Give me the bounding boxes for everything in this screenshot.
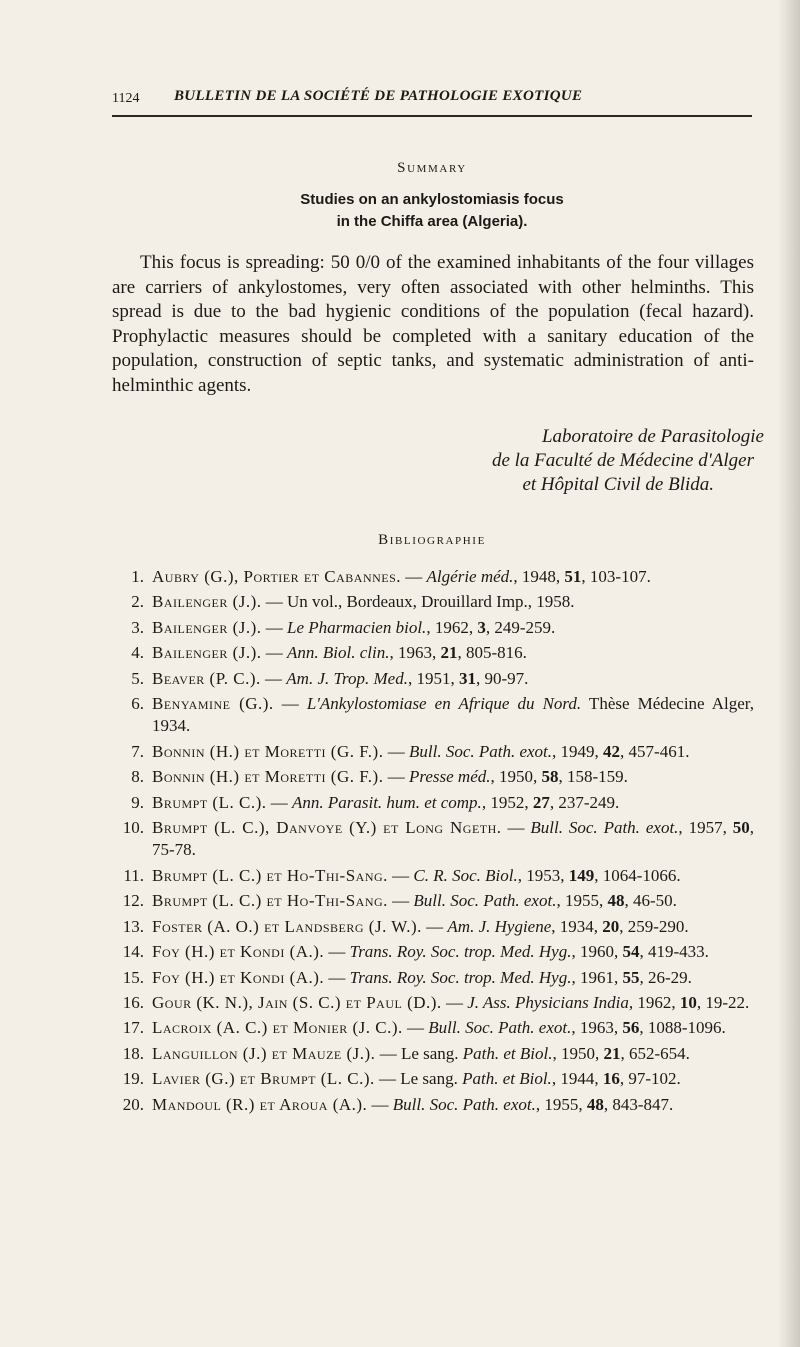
reference-authors: Brumpt (L. C.). [152,792,267,812]
reference-volume: 50 [732,818,750,838]
reference-item [112,566,754,588]
reference-details: , 1951, [407,668,459,688]
reference-details: , 1962, [628,992,680,1012]
reference-source: Path. et Biol. [462,1069,552,1089]
reference-authors: Brumpt (L. C.) et Ho-Thi-Sang. [152,865,388,885]
reference-authors: Lavier (G.) et Brumpt (L. C.). [152,1069,375,1089]
reference-authors: Languillon (J.) et Mauze (J.). [152,1043,376,1063]
reference-volume: 20 [602,916,620,936]
reference-item [112,1094,754,1116]
reference-volume: 56 [622,1018,640,1038]
reference-authors: Benyamine (G.). [152,694,274,714]
reference-authors: Brumpt (L. C.) et Ho-Thi-Sang. [152,891,388,911]
reference-text: Foy (H.) et Kondi (A.). — Trans. Roy. Soc. trop. Med. Hyg., 1961, 55, 26-29. [152,967,692,987]
reference-item [112,617,754,639]
reference-details: , 1962, [426,617,478,637]
reference-pages: , 259-290. [619,916,689,936]
reference-details: , 1961, [571,967,623,987]
reference-item [112,693,754,738]
reference-item [112,916,754,938]
reference-text: Benyamine (G.). — L'Ankylostomiase en Afrique du Nord. Thèse Médecine Alger, 1934. [152,694,755,736]
affiliation-line2: de la Faculté de Médecine d'Alger [491,450,754,471]
reference-pages: , 19-22. [696,992,750,1012]
reference-source: Le Pharmacien biol. [287,617,427,637]
reference-text: Beaver (P. C.). — Am. J. Trop. Med., 1951, 31, 90-97. [152,668,529,688]
reference-number: 2. [131,592,144,612]
reference-volume: 21 [603,1043,621,1063]
reference-number: 18. [122,1043,144,1063]
reference-details: , 1948, [513,567,565,586]
reference-details: , 1963, [571,1018,623,1038]
reference-authors: Mandoul (R.) et Aroua (A.). [152,1094,368,1114]
reference-authors: Bonnin (H.) et Moretti (G. F.). [152,767,384,787]
reference-details: , 1960, [571,942,623,962]
reference-item [112,591,754,613]
reference-text: Lacroix (A. C.) et Monier (J. C.). — Bull. Soc. Path. exot., 1963, 56, 1088-1096. [152,1018,726,1038]
reference-volume: 16 [602,1069,620,1089]
reference-number: 1. [131,567,144,586]
reference-details: , 1934, [551,916,603,936]
reference-pages: , 46-50. [624,891,677,911]
reference-item [112,766,754,788]
reference-item [112,792,754,814]
reference-list [112,566,754,1119]
reference-plain: Un vol., Bordeaux, Drouillard Imp., 1958. [287,592,575,612]
reference-volume: 149 [568,865,595,885]
reference-volume: 51 [564,567,582,586]
summary-subtitle-line1: Studies on an ankylostomiasis focus [300,191,564,208]
reference-authors: Aubry (G.), Portier et Cabannes. [152,567,402,586]
reference-authors: Gour (K. N.), Jain (S. C.) et Paul (D.). [152,992,442,1012]
reference-source: Bull. Soc. Path. exot. [413,891,557,911]
reference-item [112,890,754,912]
reference-source: Ann. Parasit. hum. et comp. [291,792,482,812]
reference-text: Mandoul (R.) et Aroua (A.). — Bull. Soc. Path. exot., 1955, 48, 843-847. [152,1094,674,1114]
reference-volume: 54 [622,942,640,962]
reference-authors: Bonnin (H.) et Moretti (G. F.). [152,741,384,761]
reference-text: Languillon (J.) et Mauze (J.). — Le sang. Path. et Biol., 1950, 21, 652-654. [152,1043,690,1063]
summary-subtitle-line2: in the Chiffa area (Algeria). [336,213,528,230]
reference-text: Bailenger (J.). — Le Pharmacien biol., 1962, 3, 249-259. [152,617,556,637]
reference-pages: , 90-97. [475,668,529,688]
reference-number: 4. [131,643,144,663]
reference-source: C. R. Soc. Biol. [413,865,518,885]
reference-pages: , 805-816. [457,643,527,663]
reference-details: , 1963, [389,643,441,663]
reference-authors: Beaver (P. C.). [152,668,261,688]
reference-volume: 48 [607,891,625,911]
reference-details: , 1955, [535,1094,587,1114]
summary-heading: Summary [397,160,467,176]
reference-item [112,741,754,763]
reference-source: Bull. Soc. Path. exot. [408,741,553,761]
affiliation-line1: Laboratoire de Parasitologie [541,426,764,447]
reference-number: 6. [131,694,144,714]
reference-pages: , 249-259. [485,617,556,637]
affiliation-line3: et Hôpital Civil de Blida. [522,474,714,495]
reference-text: Brumpt (L. C.), Danvoye (Y.) et Long Ngeth. — Bull. Soc. Path. exot., 1957, 50, 75-78. [152,818,754,860]
reference-pages: , 419-433. [639,942,709,962]
reference-details: , 1950, [552,1043,604,1063]
reference-source: Path. et Biol. [462,1043,553,1063]
reference-source: Trans. Roy. Soc. trop. Med. Hyg. [349,967,572,987]
reference-pages: , 237-249. [549,792,620,812]
reference-prefix: Le sang. [400,1043,463,1063]
reference-authors: Foy (H.) et Kondi (A.). [152,942,325,962]
reference-source: Ann. Biol. clin. [287,643,390,663]
reference-pages: , 26-29. [639,967,692,987]
reference-item [112,1017,754,1039]
reference-pages: , 75-78. [152,818,754,860]
reference-volume: 42 [603,741,621,761]
reference-prefix: Le sang. [400,1069,463,1089]
reference-source: Am. J. Hygiene [447,916,552,936]
reference-details: , 1950, [490,767,542,787]
reference-source: Am. J. Trop. Med. [286,668,408,688]
reference-details: , 1953, [517,865,569,885]
reference-item [112,642,754,664]
reference-text: Brumpt (L. C.). — Ann. Parasit. hum. et comp., 1952, 27, 237-249. [152,792,620,812]
reference-text: Brumpt (L. C.) et Ho-Thi-Sang. — C. R. Soc. Biol., 1953, 149, 1064-1066. [152,865,681,885]
reference-details: Thèse Médecine Alger, 1934. [152,694,755,736]
reference-item [112,668,754,690]
reference-text: Bailenger (J.). — Un vol., Bordeaux, Drouillard Imp., 1958. [152,592,575,612]
reference-number: 11. [123,865,144,885]
reference-details: , 1952, [481,792,533,812]
reference-number: 20. [122,1094,144,1114]
reference-source: Bull. Soc. Path. exot. [392,1094,536,1114]
reference-number: 10. [122,818,144,838]
reference-number: 9. [131,792,144,812]
reference-item [112,865,754,887]
reference-text: Gour (K. N.), Jain (S. C.) et Paul (D.). — J. Ass. Physicians India, 1962, 10, 19-22. [152,992,750,1012]
reference-number: 3. [131,617,144,637]
reference-number: 13. [122,916,144,936]
reference-source: J. Ass. Physicians India [467,992,629,1012]
header-rule [112,115,752,117]
reference-source: Bull. Soc. Path. exot. [530,818,679,838]
reference-item [112,1068,754,1090]
reference-pages: , 652-654. [620,1043,690,1063]
reference-text: Foy (H.) et Kondi (A.). — Trans. Roy. Soc. trop. Med. Hyg., 1960, 54, 419-433. [152,942,709,962]
reference-authors: Brumpt (L. C.), Danvoye (Y.) et Long Ngeth. [152,818,502,838]
reference-text: Brumpt (L. C.) et Ho-Thi-Sang. — Bull. Soc. Path. exot., 1955, 48, 46-50. [152,891,677,911]
reference-source: L'Ankylostomiase en Afrique du Nord. [306,694,582,714]
reference-volume: 27 [532,792,550,812]
reference-authors: Bailenger (J.). [152,643,262,663]
reference-pages: , 843-847. [603,1094,674,1114]
reference-text: Lavier (G.) et Brumpt (L. C.). — Le sang. Path. et Biol., 1944, 16, 97-102. [152,1069,681,1089]
page-edge-shadow [778,0,800,1347]
reference-item [112,967,754,989]
reference-authors: Bailenger (J.). [152,592,262,612]
reference-volume: 58 [541,767,559,787]
reference-number: 14. [122,942,144,962]
reference-number: 15. [122,967,144,987]
reference-volume: 3 [477,617,486,637]
reference-text: Aubry (G.), Portier et Cabannes. — Algérie méd., 1948, 51, 103-107. [152,567,651,586]
reference-pages: , 97-102. [619,1069,681,1089]
reference-authors: Lacroix (A. C.) et Monier (J. C.). [152,1018,403,1038]
reference-pages: , 1088-1096. [639,1018,726,1038]
reference-text: Bonnin (H.) et Moretti (G. F.). — Presse méd., 1950, 58, 158-159. [152,767,628,787]
journal-title: BULLETIN DE LA SOCIÉTÉ DE PATHOLOGIE EXOTIQUE [174,88,583,104]
reference-item [112,817,754,862]
reference-pages: , 1064-1066. [594,865,681,885]
reference-number: 8. [131,767,144,787]
running-header [112,88,752,112]
reference-source: Bull. Soc. Path. exot. [428,1018,572,1038]
reference-details: , 1957, [678,818,733,838]
reference-pages: , 457-461. [620,741,690,761]
reference-source: Presse méd. [408,767,491,787]
reference-authors: Foster (A. O.) et Landsberg (J. W.). [152,916,422,936]
reference-details: , 1955, [556,891,608,911]
reference-details: , 1949, [552,741,604,761]
reference-number: 17. [122,1018,144,1038]
reference-volume: 10 [679,992,697,1012]
reference-item [112,1043,754,1065]
reference-volume: 48 [586,1094,604,1114]
reference-authors: Bailenger (J.). [152,617,262,637]
reference-number: 12. [122,891,144,911]
bibliography-heading: Bibliographie [378,532,486,548]
reference-volume: 21 [440,643,458,663]
reference-number: 16. [122,992,144,1012]
reference-pages: , 103-107. [581,567,651,586]
reference-source: Algérie méd. [426,567,514,586]
reference-item [112,941,754,963]
reference-volume: 55 [622,967,640,987]
reference-volume: 31 [458,668,476,688]
reference-authors: Foy (H.) et Kondi (A.). [152,967,325,987]
page-number: 1124 [112,91,140,106]
reference-item [112,992,754,1014]
reference-text: Bailenger (J.). — Ann. Biol. clin., 1963, 21, 805-816. [152,643,527,663]
reference-text: Foster (A. O.) et Landsberg (J. W.). — Am. J. Hygiene, 1934, 20, 259-290. [152,916,689,936]
reference-number: 5. [131,668,144,688]
summary-body: This focus is spreading: 50 0/0 of the examined inhabitants of the four villages are carriers of ankylostomes, very often associated with other helminths. This spread is due to the bad hygienic conditions of the population (fecal hazard). Prophylactic measures should be completed with a sanitary education of the population, construction of septic tanks, and systematic administration of anti-helminthic agents. [112,252,754,396]
reference-pages: , 158-159. [558,767,628,787]
reference-details: , 1944, [551,1069,603,1089]
reference-number: 19. [122,1069,144,1089]
reference-number: 7. [131,741,144,761]
reference-source: Trans. Roy. Soc. trop. Med. Hyg. [349,942,572,962]
reference-text: Bonnin (H.) et Moretti (G. F.). — Bull. Soc. Path. exot., 1949, 42, 457-461. [152,741,690,761]
